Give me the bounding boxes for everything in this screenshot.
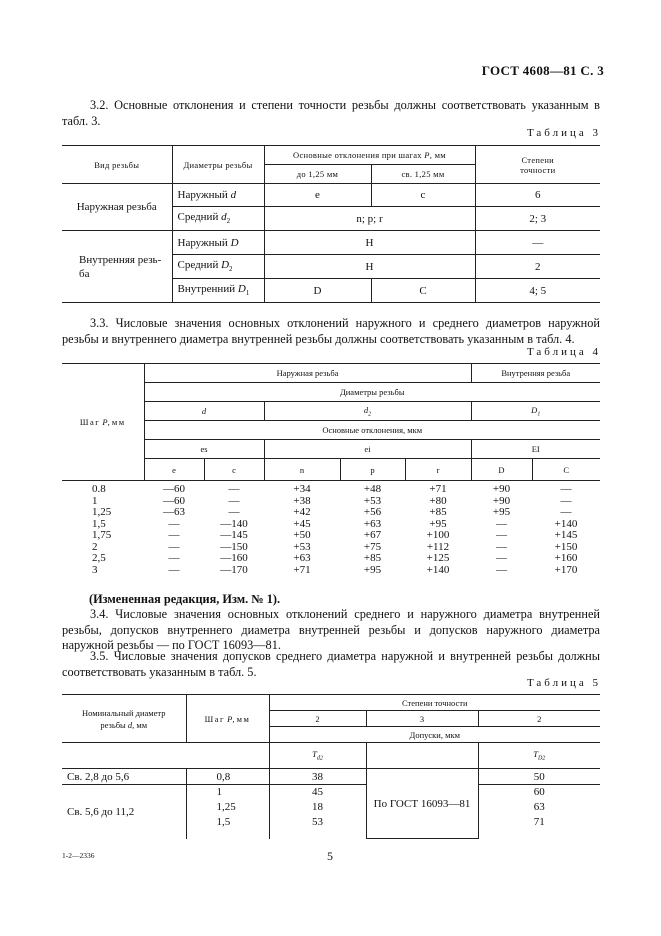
table3-caption: Таблица 3 xyxy=(526,127,601,139)
table4-caption: Таблица 4 xyxy=(526,346,601,358)
t5-col-nom: Номинальный диаметр резьбы d, мм xyxy=(62,695,186,743)
t4-cell: +95 xyxy=(363,563,382,576)
t5-col-tol: Допуски, мкм xyxy=(269,727,600,743)
t4-col-internal: Внутренняя резьба xyxy=(471,364,600,383)
t4-cell: +34 xyxy=(293,483,311,495)
t4-cell: — xyxy=(560,494,572,507)
t4-sub-p: p xyxy=(340,459,405,481)
t4-cell: +53 xyxy=(363,494,382,507)
t4-cell: +112 xyxy=(426,540,450,553)
t3-group-external: Наружная резьба xyxy=(62,184,172,231)
table5-caption: Таблица 5 xyxy=(526,677,601,689)
t4-r-col xyxy=(405,481,471,581)
t4-cell: —60 xyxy=(163,494,185,507)
t4-cell: — xyxy=(560,506,572,518)
t3-group-internal: Внутренняя резь- ба xyxy=(62,231,172,303)
t4-cell: — xyxy=(168,563,180,576)
t4-cell: 1,5 xyxy=(92,517,106,530)
t4-cell: +56 xyxy=(363,506,382,518)
t3-grade: 4; 5 xyxy=(475,279,600,303)
t4-col-external: Наружная резьба xyxy=(144,364,471,383)
t3-grade: 2 xyxy=(475,255,600,279)
t4-cell: —63 xyxy=(163,506,185,518)
t4-steps-col xyxy=(62,481,144,581)
t4-cell: +80 xyxy=(429,494,447,507)
t5-range2: Св. 5,6 до 11,2 xyxy=(62,785,186,839)
t4-col-d2: $d_2$ xyxy=(264,402,471,421)
t4-cell: +140 xyxy=(554,517,578,530)
t4-cell: 1,25 xyxy=(92,506,112,518)
t4-col-ei: ei xyxy=(264,440,471,459)
t5-blank xyxy=(366,743,478,769)
t5-col-step: Шаг P, мм xyxy=(186,695,269,743)
t5-g3: 2 xyxy=(478,711,600,727)
t4-cell: +90 xyxy=(492,483,511,495)
t3-merged: H xyxy=(264,231,475,255)
t4-cell: 1 xyxy=(92,494,98,507)
table-5 xyxy=(62,694,600,839)
t4-cell: — xyxy=(560,483,572,495)
t3-grade: 2; 3 xyxy=(475,207,600,231)
t5-steps-rest: 1 1,25 1,5 xyxy=(186,785,269,839)
t5-step: 0,8 xyxy=(186,769,269,785)
t4-cell: +53 xyxy=(293,540,311,553)
t4-cell: —170 xyxy=(220,563,248,576)
t4-cell: — xyxy=(496,540,507,553)
t4-cell: +90 xyxy=(492,494,511,507)
t4-sub-C: C xyxy=(532,459,600,481)
t4-cell: — xyxy=(496,552,507,564)
t4-cell: +71 xyxy=(429,483,447,495)
t4-cell: 1,75 xyxy=(92,529,112,541)
t4-cell: 2,5 xyxy=(92,552,106,564)
t4-C-col xyxy=(532,481,600,581)
t4-cell: +160 xyxy=(554,552,578,564)
t4-cell: +71 xyxy=(293,563,311,576)
t4-sub-r: r xyxy=(405,459,471,481)
t5-range1: Св. 2,8 до 5,6 xyxy=(62,769,186,785)
t4-cell: +100 xyxy=(426,529,450,541)
t5-td2-val: 38 xyxy=(269,769,366,785)
t4-cell: — xyxy=(496,517,507,530)
t4-cell: —160 xyxy=(220,552,248,564)
t4-cell: —150 xyxy=(220,540,248,553)
t3-diam: Средний $d_2$ xyxy=(172,207,264,231)
t4-col-D1: $D_1$ xyxy=(471,402,600,421)
t4-cell: +63 xyxy=(363,517,382,530)
t4-p-col xyxy=(340,481,405,581)
t4-cell: —60 xyxy=(163,483,185,495)
t4-c-col xyxy=(204,481,264,581)
t4-cell: 2 xyxy=(92,540,98,553)
footer-code: 1-2—2336 xyxy=(62,851,95,860)
table-4 xyxy=(62,363,600,581)
t4-cell: +45 xyxy=(293,517,311,530)
t3-over: c xyxy=(371,184,475,207)
t4-cell: — xyxy=(168,529,180,541)
t4-cell: 0.8 xyxy=(92,483,106,495)
t3-col-grade: Степени точности xyxy=(475,146,600,184)
t5-col-grades: Степени точности xyxy=(269,695,600,711)
paragraph-3-2: 3.2. Основные отклонения и степени точности резьбы должны соответствовать указанным в табл. 3. xyxy=(62,98,600,128)
t4-cell: — xyxy=(168,517,180,530)
t4-col-step: Шаг P, мм xyxy=(62,364,144,481)
t4-cell: +145 xyxy=(554,529,578,541)
paragraph-3-4: 3.4. Числовые значения основных отклонений среднего и наружного диаметра внутренней резьбы, допусков внутреннего диаметра внутренней резьбы и допусков наружного диаметра наружной резьбы — по ГОСТ 16093—81. xyxy=(62,607,600,652)
t4-cell: +140 xyxy=(426,563,450,576)
note-changed: (Измененная редакция, Изм. № 1). xyxy=(89,592,281,606)
t3-merged: n; p; r xyxy=(264,207,475,231)
t4-cell: — xyxy=(496,529,507,541)
t4-cell: — xyxy=(168,552,180,564)
t4-cell: 3 xyxy=(92,563,98,576)
table-3 xyxy=(62,145,600,303)
paragraph-3-3: 3.3. Числовые значения основных отклонений наружного и среднего диаметров наружной резьбы и внутреннего диаметра внутренней резьбы должны соответствовать указанным в табл. 4. xyxy=(62,316,600,346)
t4-cell: +95 xyxy=(492,506,511,518)
t4-cell: +125 xyxy=(426,552,450,564)
t4-cell: +85 xyxy=(429,506,447,518)
t5-tD2-rest: 60 63 71 xyxy=(478,785,600,839)
t3-col-dev-up: до 1,25 мм xyxy=(264,165,371,184)
t4-n-col xyxy=(264,481,340,581)
t3-col-type: Вид резьбы xyxy=(62,146,172,184)
t4-cell: — xyxy=(168,540,180,553)
t4-col-es: es xyxy=(144,440,264,459)
t5-ref: По ГОСТ 16093—81 xyxy=(366,769,478,839)
t3-diam: Наружный d xyxy=(172,184,264,207)
t3-col-dev-over: св. 1,25 мм xyxy=(371,165,475,184)
t4-cell: +38 xyxy=(293,494,311,507)
t4-cell: +63 xyxy=(293,552,311,564)
t3-over: C xyxy=(371,279,475,303)
t5-tD2: $T_{D2}$ xyxy=(478,743,600,769)
paragraph-3-5: 3.5. Числовые значения допусков среднего диаметра наружной и внутренней резьбы должны соответствовать указанным в табл. 5. xyxy=(62,649,600,679)
t3-grade: — xyxy=(475,231,600,255)
t4-cell: —145 xyxy=(220,529,248,541)
t4-cell: +50 xyxy=(293,529,311,541)
t5-g2: 3 xyxy=(366,711,478,727)
t4-sub-c: c xyxy=(204,459,264,481)
t4-e-col xyxy=(144,481,204,581)
t5-td2: $T_{d2}$ xyxy=(269,743,366,769)
t4-cell: — xyxy=(228,506,240,518)
t3-grade: 6 xyxy=(475,184,600,207)
t4-cell: — xyxy=(496,563,507,576)
t4-col-d: d xyxy=(144,402,264,421)
t4-cell: +67 xyxy=(363,529,382,541)
t5-tD2-val: 50 xyxy=(478,769,600,785)
t4-sub-D: D xyxy=(471,459,532,481)
t4-cell: +85 xyxy=(363,552,382,564)
t4-D-col xyxy=(471,481,532,581)
t4-cell: +150 xyxy=(554,540,578,553)
t4-sub-n: n xyxy=(264,459,340,481)
t3-diam: Наружный D xyxy=(172,231,264,255)
t3-diam: Средний $D_2$ xyxy=(172,255,264,279)
t4-cell: — xyxy=(228,483,240,495)
t3-up: D xyxy=(264,279,371,303)
t5-g1: 2 xyxy=(269,711,366,727)
t4-cell: +95 xyxy=(429,517,447,530)
t4-cell: +170 xyxy=(554,563,578,576)
t3-merged: H xyxy=(264,255,475,279)
t3-col-diam: Диаметры резьбы xyxy=(172,146,264,184)
t4-sub-e: e xyxy=(144,459,204,481)
t5-empty xyxy=(62,743,269,769)
t3-up: e xyxy=(264,184,371,207)
t4-cell: +48 xyxy=(363,483,382,495)
t4-cell: +75 xyxy=(363,540,382,553)
t4-cell: —140 xyxy=(220,517,248,530)
t3-diam: Внутренний $D_1$ xyxy=(172,279,264,303)
page-header: ГОСТ 4608—81 С. 3 xyxy=(481,63,604,78)
t4-cell: +42 xyxy=(293,506,311,518)
t4-col-diams: Диаметры резьбы xyxy=(144,383,600,402)
t4-cell: — xyxy=(228,494,240,507)
t3-col-dev: Основные отклонения при шагах P, мм xyxy=(264,146,475,165)
t4-col-EI: EI xyxy=(471,440,600,459)
t5-td2-rest: 45 18 53 xyxy=(269,785,366,839)
page-number: 5 xyxy=(327,849,333,863)
t4-col-main-dev: Основные отклонения, мкм xyxy=(144,421,600,440)
